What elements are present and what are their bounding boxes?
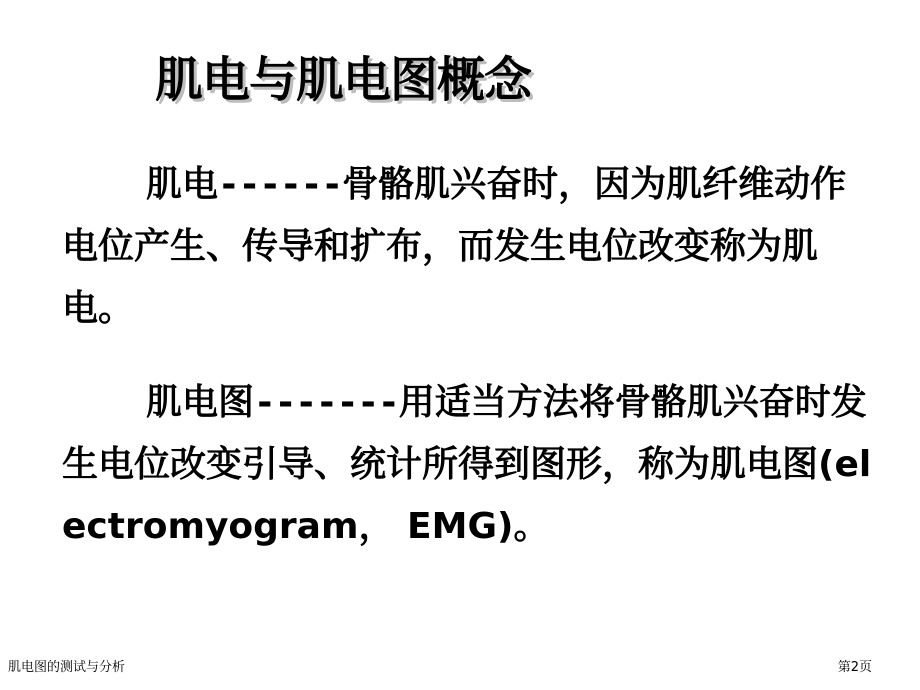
definition-text: 用适当方法将骨骼肌兴奋时发生电位改变引导、统计所得到图形，称为肌电图(electromyogram， EMG)。 (62, 382, 872, 547)
definition-emg-signal (62, 154, 872, 340)
footer-page-number: 第2页 (837, 660, 872, 675)
definition-electromyogram (62, 372, 872, 558)
footer-document-title: 肌电图的测试与分析 (8, 660, 126, 675)
definition-dashes: ------- (254, 382, 399, 423)
slide-title: 肌电与肌电图概念 (155, 52, 532, 108)
definition-term: 肌电 (146, 164, 219, 205)
definition-dashes: ------ (218, 164, 343, 205)
definition-term: 肌电图 (146, 382, 255, 423)
definition-text: 骨骼肌兴奋时，因为肌纤维动作电位产生、传导和扩布，而发生电位改变称为肌电。 (62, 164, 847, 329)
